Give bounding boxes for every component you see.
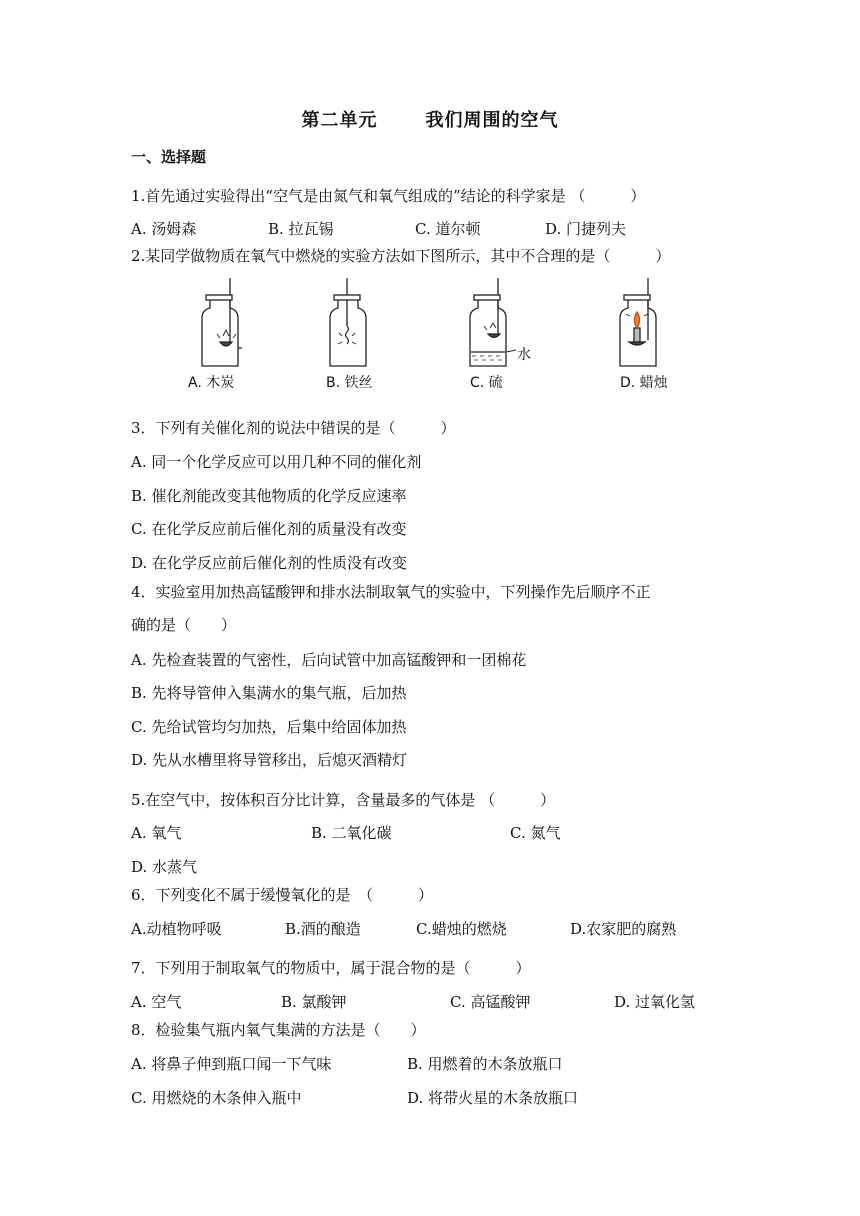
bottle-a-charcoal xyxy=(202,278,242,366)
water-label: 水 xyxy=(517,347,531,363)
question-1-option-a: A. 汤姆森 xyxy=(131,220,197,238)
question-1-stem: 1.首先通过实验得出“空气是由氮气和氧气组成的”结论的科学家是 （ ） xyxy=(131,187,646,205)
bottle-c-sulfur xyxy=(470,278,516,366)
question-8-option-c: C. 用燃烧的木条伸入瓶中 xyxy=(131,1089,302,1107)
combustion-apparatus-diagram xyxy=(180,278,700,370)
combustion-figure xyxy=(180,278,700,398)
page-title xyxy=(0,106,860,132)
question-7-option-c: C. 高锰酸钾 xyxy=(450,993,531,1011)
question-6-option-d: D.农家肥的腐熟 xyxy=(570,920,677,938)
question-3-option-a: A. 同一个化学反应可以用几种不同的催化剂 xyxy=(131,453,422,471)
question-1-option-c: C. 道尔顿 xyxy=(415,220,481,238)
question-7-option-a: A. 空气 xyxy=(131,993,182,1011)
question-4-stem-line-2: 确的是（ ） xyxy=(131,616,237,634)
question-4-stem-line-1: 4．实验室用加热高锰酸钾和排水法制取氧气的实验中，下列操作先后顺序不正 xyxy=(131,583,651,601)
title-topic: 我们周围的空气 xyxy=(425,110,559,131)
question-7-stem: 7．下列用于制取氧气的物质中，属于混合物的是（ ） xyxy=(131,959,531,977)
question-5-option-b: B. 二氧化碳 xyxy=(311,824,392,842)
question-8-stem: 8．检验集气瓶内氧气集满的方法是（ ） xyxy=(131,1021,426,1039)
question-7-option-d: D. 过氧化氢 xyxy=(614,993,696,1011)
figure-label-c: C. 硫 xyxy=(470,375,503,391)
question-3-option-c: C. 在化学反应前后催化剂的质量没有改变 xyxy=(131,520,407,538)
question-3-option-b: B. 催化剂能改变其他物质的化学反应速率 xyxy=(131,487,407,505)
section-heading: 一、选择题 xyxy=(131,148,207,166)
question-8-option-b: B. 用燃着的木条放瓶口 xyxy=(407,1055,563,1073)
question-6-option-b: B.酒的酿造 xyxy=(285,920,361,938)
question-5-stem: 5.在空气中，按体积百分比计算，含量最多的气体是 （ ） xyxy=(131,791,556,809)
question-1-option-d: D. 门捷列夫 xyxy=(545,220,627,238)
question-4-option-c: C. 先给试管均匀加热，后集中给固体加热 xyxy=(131,718,407,736)
figure-label-d: D. 蜡烛 xyxy=(620,375,668,391)
title-unit: 第二单元 xyxy=(301,110,378,131)
question-8-option-d: D. 将带火星的木条放瓶口 xyxy=(407,1089,579,1107)
bottle-d-candle xyxy=(620,278,656,366)
question-7-option-b: B. 氯酸钾 xyxy=(281,993,347,1011)
question-6-option-c: C.蜡烛的燃烧 xyxy=(416,920,507,938)
question-2-stem: 2.某同学做物质在氧气中燃烧的实验方法如下图所示，其中不合理的是（ ） xyxy=(131,247,671,265)
question-6-option-a: A.动植物呼吸 xyxy=(131,920,222,938)
question-5-option-c: C. 氮气 xyxy=(510,824,561,842)
figure-label-a: A. 木炭 xyxy=(188,375,235,391)
figure-label-b: B. 铁丝 xyxy=(326,375,373,391)
question-5-option-a: A. 氧气 xyxy=(131,824,182,842)
question-3-option-d: D. 在化学反应前后催化剂的性质没有改变 xyxy=(131,554,408,572)
question-6-stem: 6．下列变化不属于缓慢氧化的是 （ ） xyxy=(131,886,434,904)
question-4-option-a: A. 先检查装置的气密性，后向试管中加高锰酸钾和一团棉花 xyxy=(131,651,527,669)
question-8-option-a: A. 将鼻子伸到瓶口闻一下气味 xyxy=(131,1055,332,1073)
bottle-b-iron-wire xyxy=(330,278,366,366)
question-5-option-d: D. 水蒸气 xyxy=(131,858,198,876)
question-4-option-d: D. 先从水槽里将导管移出，后熄灭酒精灯 xyxy=(131,751,408,769)
question-1-option-b: B. 拉瓦锡 xyxy=(268,220,334,238)
question-4-option-b: B. 先将导管伸入集满水的集气瓶，后加热 xyxy=(131,684,407,702)
question-3-stem: 3．下列有关催化剂的说法中错误的是（ ） xyxy=(131,419,456,437)
